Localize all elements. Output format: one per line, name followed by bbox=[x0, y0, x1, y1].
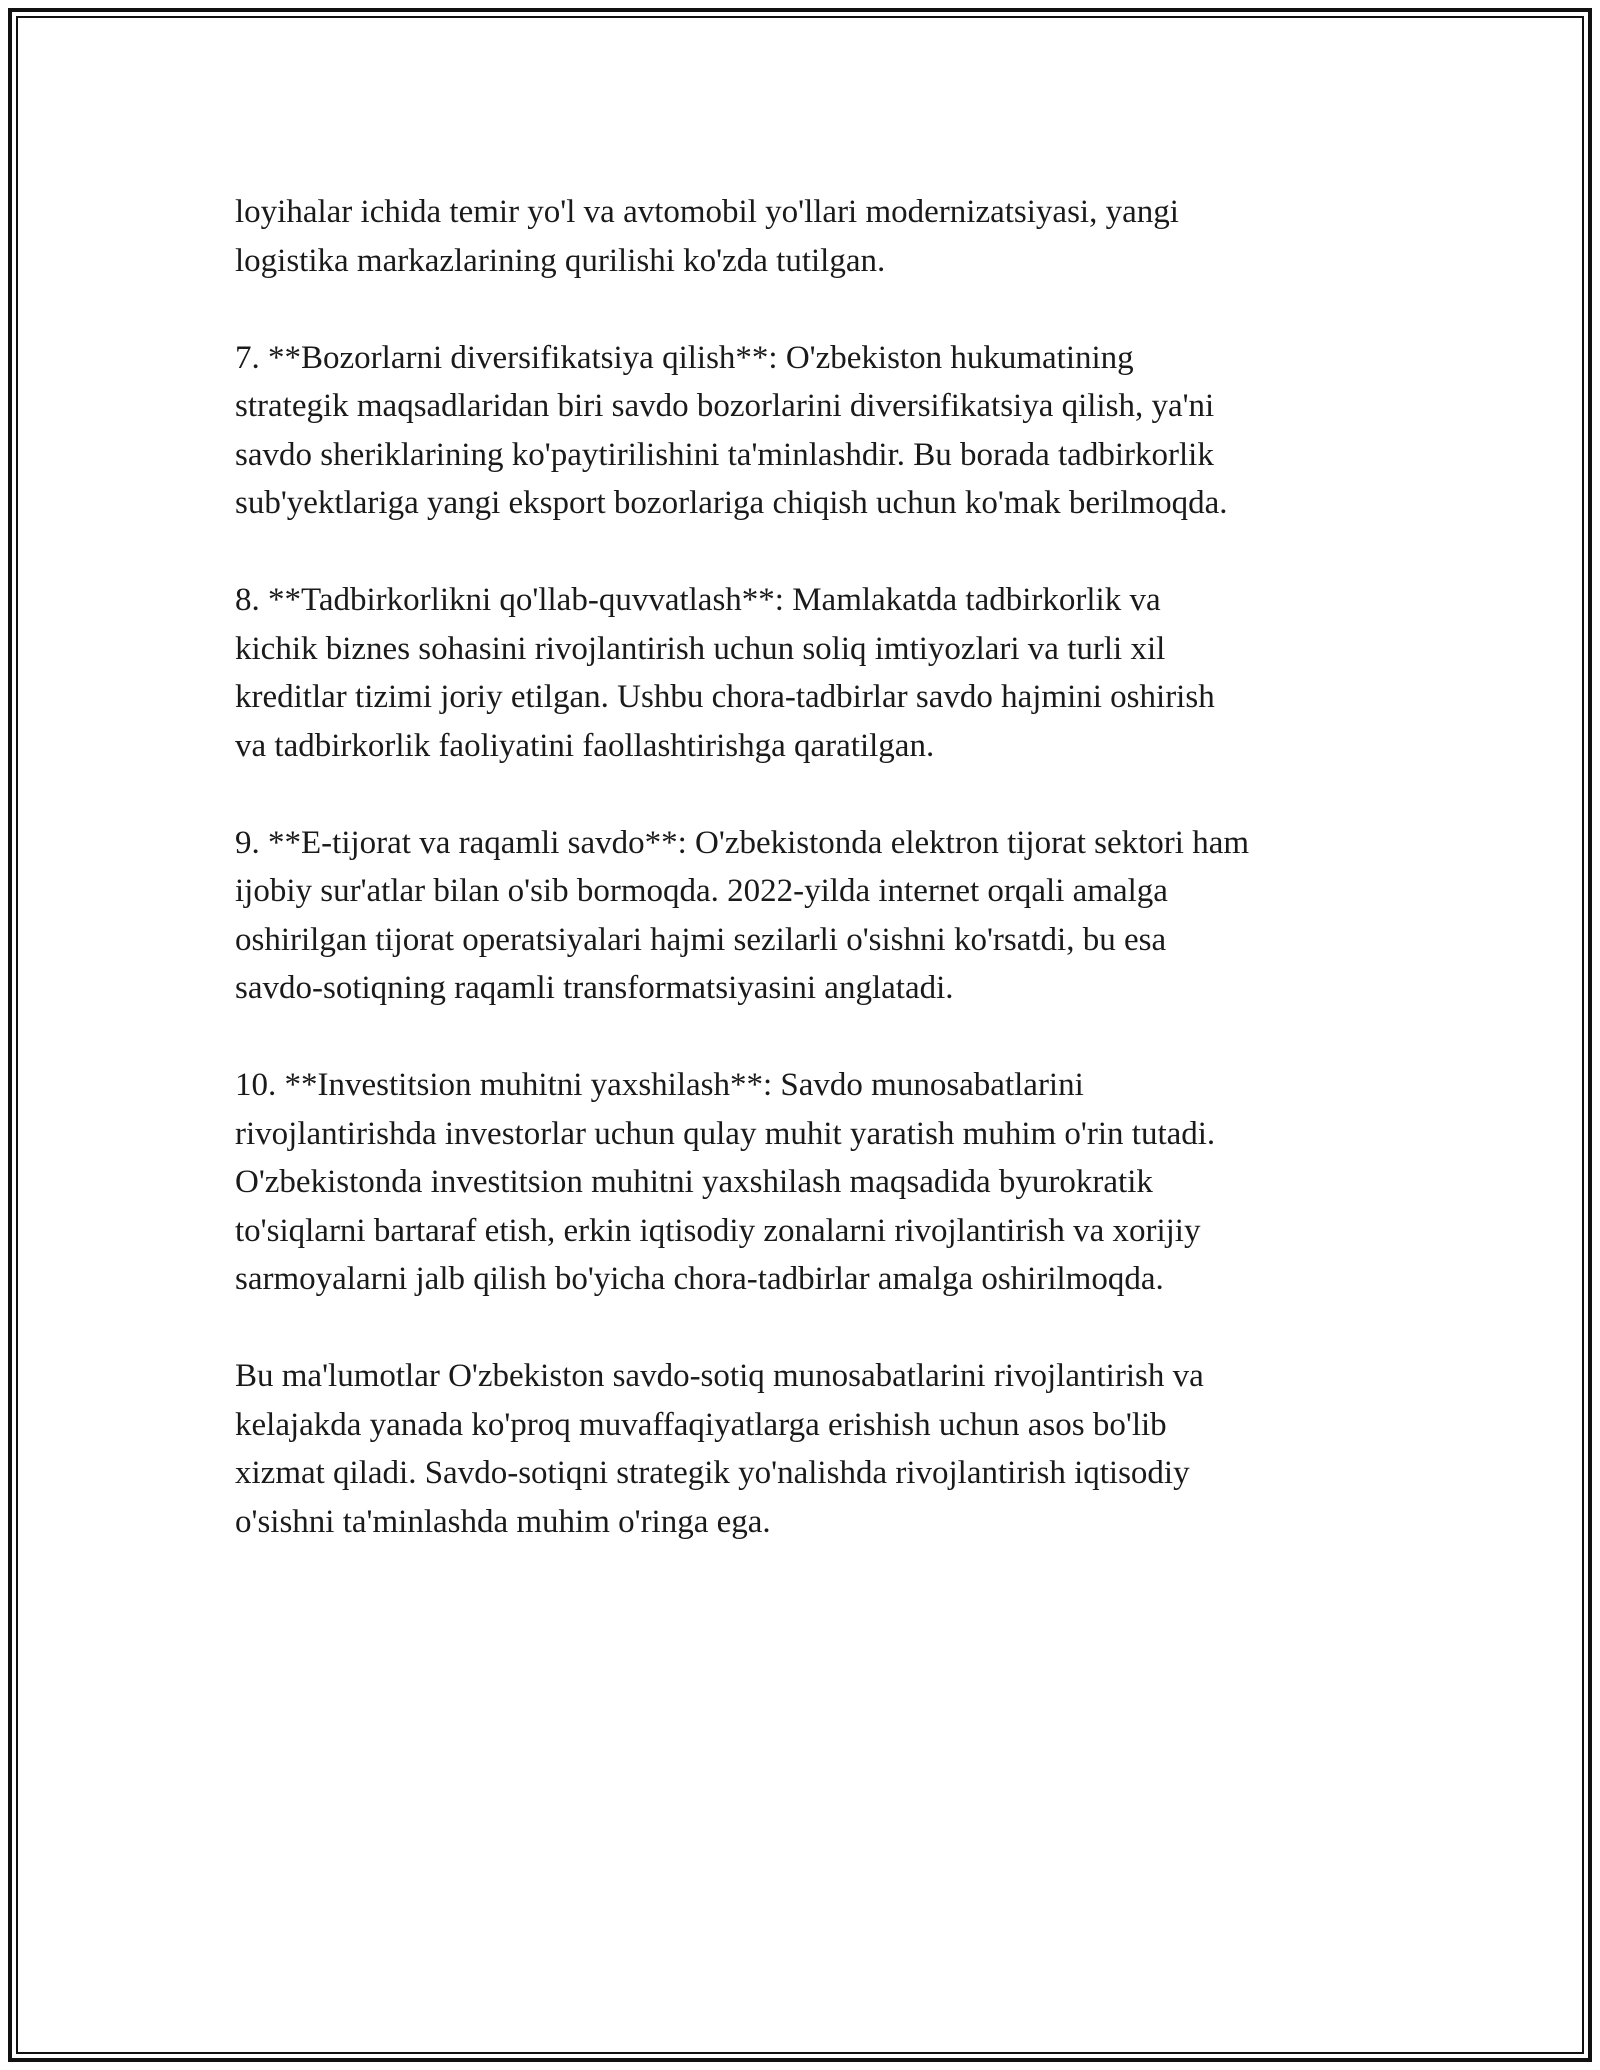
paragraph-item-7 bbox=[235, 334, 1375, 528]
text-line: kelajakda yanada ko'proq muvaffaqiyatlarga erishish uchun asos bo'lib bbox=[235, 1406, 1167, 1443]
text-line: va tadbirkorlik faoliyatini faollashtirishga qaratilgan. bbox=[235, 727, 935, 764]
text-line: sub'yektlariga yangi eksport bozorlariga chiqish uchun ko'mak berilmoqda. bbox=[235, 485, 1228, 521]
text-line: strategik maqsadlaridan biri savdo bozorlarini diversifikatsiya qilish, ya'ni bbox=[235, 388, 1215, 424]
text-line: kreditlar tizimi joriy etilgan. Ushbu chora-tadbirlar savdo hajmini oshirish bbox=[235, 679, 1215, 715]
text-line: 7. **Bozorlarni diversifikatsiya qilish**: O'zbekiston hukumatining bbox=[235, 339, 1134, 376]
text-line: savdo-sotiqning raqamli transformatsiyasini anglatadi. bbox=[235, 970, 954, 1006]
text-line: Bu ma'lumotlar O'zbekiston savdo-sotiq munosabatlarini rivojlantirish va bbox=[235, 1358, 1204, 1394]
paragraph-item-10 bbox=[235, 1061, 1375, 1304]
paragraph-item-8 bbox=[235, 576, 1375, 770]
text-line: ijobiy sur'atlar bilan o'sib bormoqda. 2022-yilda internet orqali amalga bbox=[235, 873, 1168, 909]
text-line: savdo sheriklarining ko'paytirilishini ta'minlashdir. Bu borada tadbirkorlik bbox=[235, 436, 1214, 473]
text-line: logistika markazlarining qurilishi ko'zda tutilgan. bbox=[235, 242, 886, 279]
text-line: 8. **Tadbirkorlikni qo'llab-quvvatlash**: Mamlakatda tadbirkorlik va bbox=[235, 582, 1161, 618]
text-line: 9. **E-tijorat va raqamli savdo**: O'zbekistonda elektron tijorat sektori ham bbox=[235, 824, 1250, 861]
text-line: O'zbekistonda investitsion muhitni yaxshilash maqsadida byurokratik bbox=[235, 1164, 1153, 1200]
text-line: o'sishni ta'minlashda muhim o'ringa ega. bbox=[235, 1503, 771, 1540]
text-line: loyihalar ichida temir yo'l va avtomobil yo'llari modernizatsiyasi, yangi bbox=[235, 194, 1179, 230]
text-line: xizmat qiladi. Savdo-sotiqni strategik yo'nalishda rivojlantirish iqtisodiy bbox=[235, 1455, 1190, 1491]
paragraph-item-9 bbox=[235, 819, 1375, 1013]
text-line: sarmoyalarni jalb qilish bo'yicha chora-tadbirlar amalga oshirilmoqda. bbox=[235, 1261, 1164, 1297]
document-body bbox=[235, 188, 1375, 1595]
text-line: kichik biznes sohasini rivojlantirish uchun soliq imtiyozlari va turli xil bbox=[235, 630, 1166, 667]
text-line: rivojlantirishda investorlar uchun qulay muhit yaratish muhim o'rin tutadi. bbox=[235, 1115, 1216, 1152]
text-line: to'siqlarni bartaraf etish, erkin iqtisodiy zonalarni rivojlantirish va xorijiy bbox=[235, 1212, 1201, 1249]
paragraph-continuation bbox=[235, 188, 1375, 285]
paragraph-conclusion bbox=[235, 1352, 1375, 1546]
text-line: 10. **Investitsion muhitni yaxshilash**: Savdo munosabatlarini bbox=[235, 1067, 1084, 1103]
text-line: oshirilgan tijorat operatsiyalari hajmi sezilarli o'sishni ko'rsatdi, bu esa bbox=[235, 921, 1167, 958]
